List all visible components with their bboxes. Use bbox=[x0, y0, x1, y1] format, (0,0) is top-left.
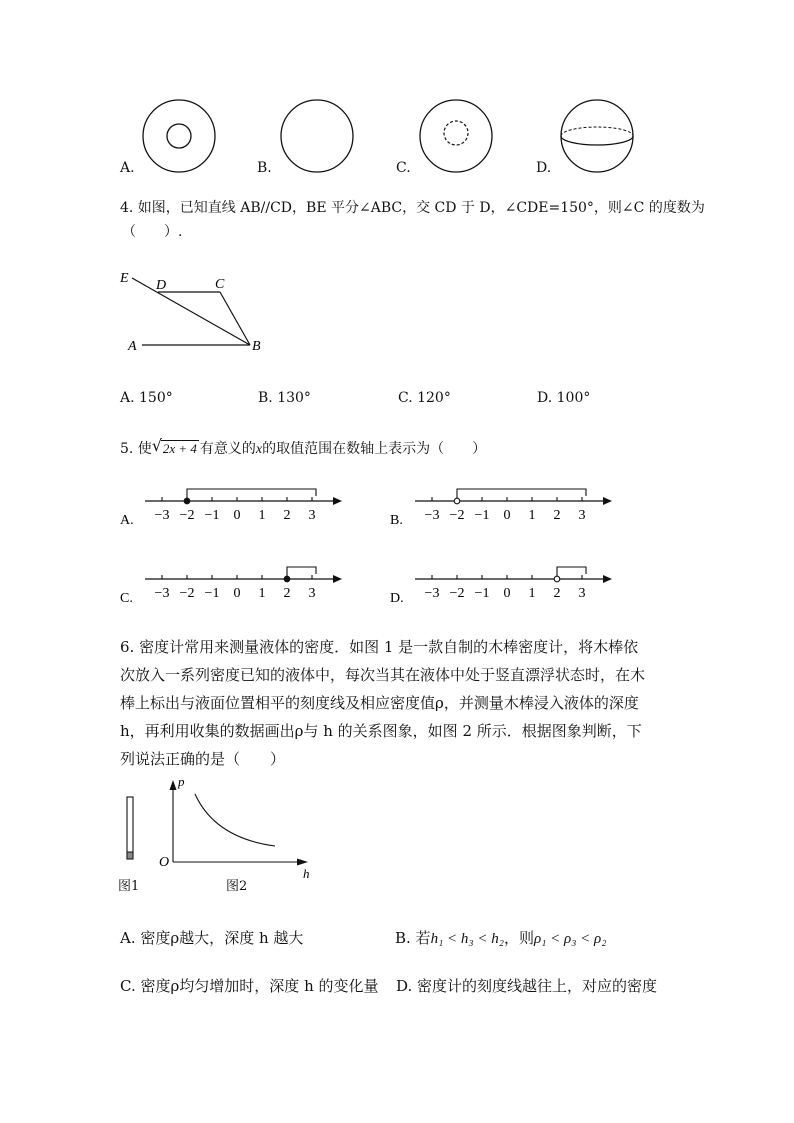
q6-fig2-y-arrow bbox=[170, 780, 177, 790]
numberline-option-label: D. bbox=[390, 591, 404, 606]
q6-fig1-label: 图1 bbox=[118, 879, 140, 894]
q5-option-c-numberline bbox=[120, 562, 360, 612]
q4-option-d: D. 100° bbox=[537, 390, 591, 406]
q3-d-equator-back bbox=[561, 127, 633, 136]
q5-prefix: 5. 使 bbox=[120, 441, 152, 457]
q6-option-b-mid: ，则 bbox=[503, 929, 534, 947]
q6-fig2-x-label: h bbox=[303, 866, 310, 881]
q3-d-sphere bbox=[561, 100, 633, 172]
numberline-tick-label: 3 bbox=[578, 586, 586, 601]
q6-figures bbox=[115, 770, 325, 895]
numberline-tick-label: 2 bbox=[283, 508, 291, 523]
q6-fig2-label: 图2 bbox=[226, 879, 248, 894]
q4-point-b: B bbox=[252, 339, 261, 354]
numberline-tick-label: 1 bbox=[528, 508, 536, 523]
q4-question-line2: （ ）. bbox=[122, 224, 183, 240]
q5-option-a-numberline bbox=[120, 484, 360, 534]
q6-option-b-cond: h₁ < h₃ < h₂ bbox=[430, 931, 504, 947]
q6-option-b-prefix: B. 若 bbox=[395, 929, 431, 947]
q5-option-b-numberline bbox=[390, 484, 630, 534]
numberline-range-bracket bbox=[457, 489, 586, 501]
q6-fig2-y-label: p bbox=[178, 774, 185, 789]
q3-option-a-label: A. bbox=[120, 160, 135, 176]
q5-suffix-pre: 有意义的 bbox=[199, 441, 256, 457]
q6-option-b bbox=[395, 925, 606, 952]
q5-suffix-post: 的取值范围在数轴上表示为（ ） bbox=[262, 441, 487, 457]
numberline-tick-label: −1 bbox=[204, 508, 220, 523]
q5-var: x bbox=[255, 442, 263, 457]
numberline-hollow-point bbox=[454, 498, 460, 504]
numberline-arrow bbox=[333, 497, 342, 505]
numberline-tick-label: −2 bbox=[179, 586, 195, 601]
q4-point-a: A bbox=[128, 339, 137, 354]
q5-question bbox=[120, 437, 486, 462]
q6-line1: 6. 密度计常用来测量液体的密度．如图 1 是一款自制的木棒密度计，将木棒依 bbox=[120, 638, 639, 656]
numberline-tick-label: −1 bbox=[474, 508, 490, 523]
numberline-option-label: B. bbox=[390, 513, 403, 528]
q6-option-c: C. 密度ρ均匀增加时，深度 h 的变化量 bbox=[120, 977, 379, 995]
q4-point-e: E bbox=[120, 271, 129, 286]
q3-b-circle bbox=[281, 100, 353, 172]
numberline-tick-label: −2 bbox=[449, 586, 465, 601]
q3-c-dashed-circle bbox=[444, 121, 468, 145]
numberline-tick-label: 1 bbox=[258, 586, 266, 601]
q5-radicand: 2x + 4 bbox=[162, 441, 197, 456]
numberline-tick-label: −3 bbox=[424, 586, 440, 601]
q4-option-a: A. 150° bbox=[120, 390, 173, 406]
q3-option-c-label: C. bbox=[396, 160, 411, 176]
numberline-tick-label: −1 bbox=[204, 586, 220, 601]
q6-fig2-curve bbox=[195, 794, 275, 846]
q6-line4: h，再利用收集的数据画出ρ与 h 的关系图象，如图 2 所示．根据图象判断，下 bbox=[120, 722, 642, 740]
numberline-svg bbox=[120, 484, 360, 530]
numberline-tick-label: 1 bbox=[258, 508, 266, 523]
numberline-arrow bbox=[333, 575, 342, 583]
q4-option-c: C. 120° bbox=[398, 390, 451, 406]
numberline-tick-label: −3 bbox=[154, 586, 170, 601]
numberline-tick-label: −1 bbox=[474, 586, 490, 601]
q3-option-b-label: B. bbox=[257, 160, 272, 176]
q6-option-a: A. 密度ρ越大，深度 h 越大 bbox=[120, 929, 304, 947]
q6-line3: 棒上标出与液面位置相平的刻度线及相应密度值ρ，并测量木棒浸入液体的深度 bbox=[120, 694, 639, 712]
q6-fig2-origin: O bbox=[159, 855, 170, 870]
numberline-hollow-point bbox=[554, 576, 560, 582]
numberline-tick-label: 0 bbox=[233, 586, 241, 601]
numberline-tick-label: 1 bbox=[528, 586, 536, 601]
numberline-tick-label: 0 bbox=[233, 508, 241, 523]
numberline-tick-label: 3 bbox=[578, 508, 586, 523]
q6-option-b-result: ρ₁ < ρ₃ < ρ₂ bbox=[533, 931, 607, 947]
numberline-svg bbox=[120, 562, 360, 608]
q5-option-d-numberline bbox=[390, 562, 630, 612]
numberline-option-label: C. bbox=[120, 591, 133, 606]
q5-sqrt-sign: √ bbox=[151, 436, 163, 455]
q6-fig1-rod bbox=[127, 797, 133, 859]
q4-point-d: D bbox=[156, 278, 167, 293]
numberline-solid-point bbox=[284, 576, 290, 582]
numberline-range-bracket bbox=[187, 489, 316, 501]
q4-figure bbox=[110, 262, 280, 362]
numberline-tick-label: −3 bbox=[154, 508, 170, 523]
q5-sqrt bbox=[152, 437, 199, 461]
q4-line-eb bbox=[132, 278, 250, 345]
q3-a-outer-circle bbox=[143, 100, 215, 172]
numberline-option-label: A. bbox=[120, 513, 134, 528]
numberline-tick-label: 3 bbox=[308, 508, 316, 523]
numberline-svg bbox=[390, 484, 630, 530]
numberline-tick-label: 2 bbox=[553, 586, 561, 601]
q6-fig2-x-arrow bbox=[297, 859, 308, 866]
q6-line2: 次放入一系列密度已知的液体中，每次当其在液体中处于竖直漂浮状态时，在木 bbox=[120, 666, 646, 684]
numberline-tick-label: −3 bbox=[424, 508, 440, 523]
q3-d-equator-front bbox=[561, 136, 633, 145]
q4-point-c: C bbox=[215, 277, 225, 292]
numberline-arrow bbox=[603, 497, 612, 505]
q3-option-d-label: D. bbox=[536, 160, 552, 176]
numberline-solid-point bbox=[184, 498, 190, 504]
numberline-tick-label: −2 bbox=[449, 508, 465, 523]
q3-c-outer-circle bbox=[420, 100, 492, 172]
numberline-tick-label: 2 bbox=[283, 586, 291, 601]
numberline-tick-label: 2 bbox=[553, 508, 561, 523]
q3-a-inner-circle bbox=[167, 124, 191, 148]
q6-option-d: D. 密度计的刻度线越往上，对应的密度 bbox=[396, 977, 658, 995]
q6-fig1-rod-weight bbox=[127, 852, 133, 859]
q4-question-line1: 4. 如图，已知直线 AB//CD，BE 平分∠ABC，交 CD 于 D，∠CDE=150°，则∠C 的度数为 bbox=[120, 200, 705, 216]
numberline-tick-label: 0 bbox=[503, 508, 511, 523]
q6-line5: 列说法正确的是（ ） bbox=[120, 750, 286, 768]
numberline-arrow bbox=[603, 575, 612, 583]
numberline-tick-label: 0 bbox=[503, 586, 511, 601]
numberline-tick-label: −2 bbox=[179, 508, 195, 523]
numberline-tick-label: 3 bbox=[308, 586, 316, 601]
numberline-svg bbox=[390, 562, 630, 608]
q4-option-b: B. 130° bbox=[258, 390, 311, 406]
